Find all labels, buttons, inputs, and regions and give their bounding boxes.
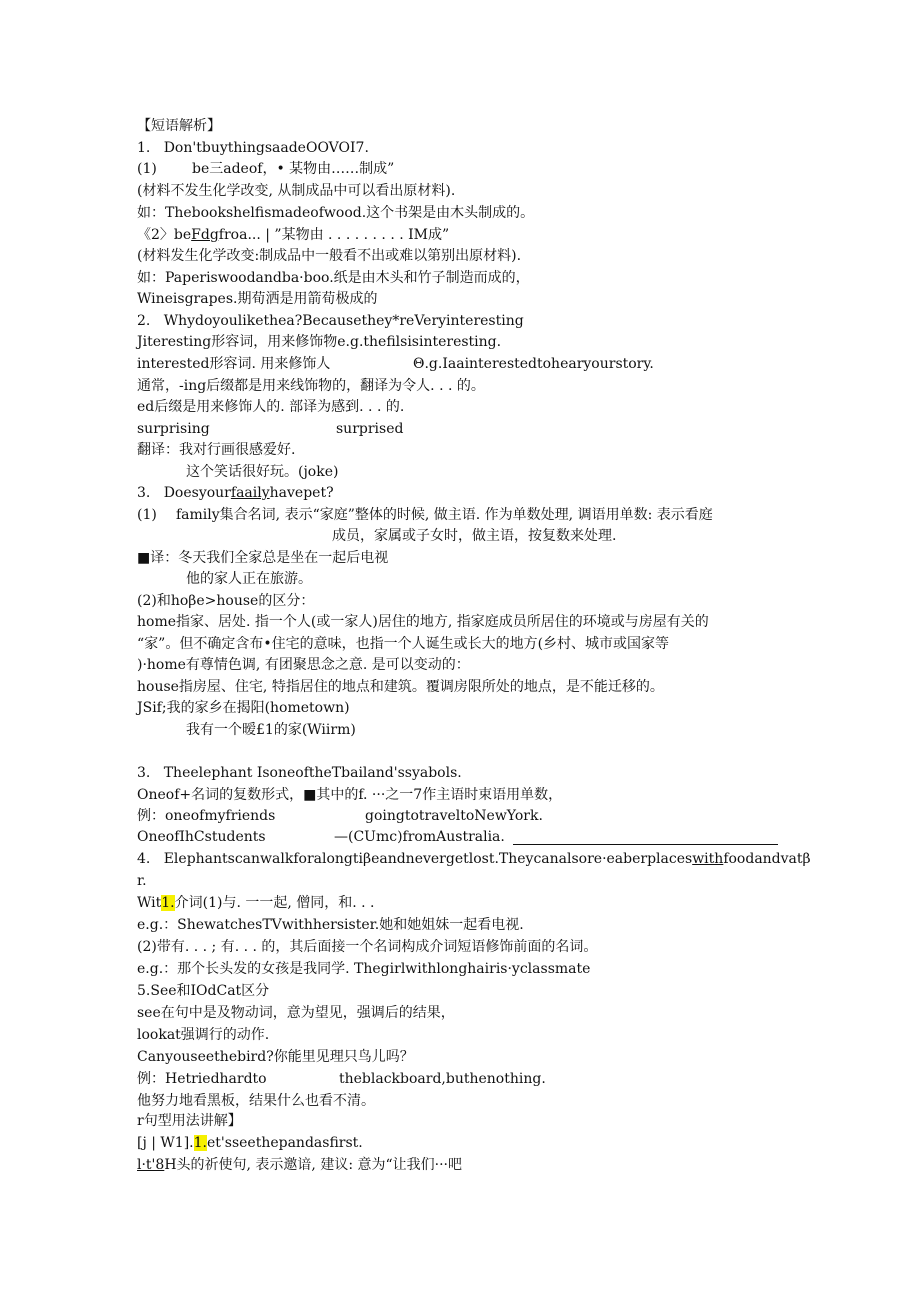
- text-line: 我有一个暧£1的家(Wiirm): [186, 722, 356, 738]
- text-line: Θ.g.Iaainterestedtohearyourstory.: [413, 356, 654, 372]
- text-line: )·home有尊情色调, 有团聚思念之意. 是可以变动的：: [137, 657, 470, 673]
- text-line: e.g.：ShewatchesTVwithhersister.她和她姐妹一起看电视.: [137, 917, 524, 933]
- text-line: ed后缀是用来修饰人的. 部译为感到. . . 的.: [137, 399, 405, 415]
- highlight-mark: 1.: [161, 895, 175, 911]
- text-line: 成员，家属或子女时，做主语，按复数来处理.: [332, 528, 617, 544]
- text-line: (2)和hoβe>house的区分：: [137, 593, 315, 609]
- text-line: (1): [137, 507, 157, 523]
- text-line: (2)带有. . . ; 有. . . 的，其后面接一个名词构成介词短语修饰前面的名词。: [137, 939, 598, 955]
- text-line: 例：oneofmyfriends: [137, 808, 276, 824]
- text-line: see在句中是及物动词，意为望见，强调后的结果，: [137, 1005, 455, 1021]
- item-3b-title: 3. Theelephant IsoneoftheTbailand'ssyabols.: [137, 765, 462, 781]
- answer-blank-line: [513, 844, 778, 845]
- text-line: l·t'8H头的祈使句, 表示邀谙, 建议: 意为“让我们···吧: [137, 1157, 462, 1173]
- item-1-title: 1. Don'tbuythingsaadeOOVOI7.: [137, 140, 369, 156]
- text-line: “家”。但不确定含布•住宅的意味，也指一个人诞生或长大的地方(乡村、城市或国家等: [137, 636, 670, 652]
- text-line: theblackboard,buthenothing.: [339, 1071, 546, 1087]
- text-line: —(CUmc)fromAustralia.: [334, 829, 505, 845]
- text-line: OneofIhCstudents: [137, 829, 266, 845]
- text-line: r.: [137, 873, 147, 889]
- text-line: Oneof+名词的复数形式，■其中的f. ···之一7作主语时束语用单数，: [137, 787, 563, 803]
- text-line: goingtotraveltoNewYork.: [365, 808, 543, 824]
- section-heading-sentence-patterns: r句型用法讲解】: [137, 1113, 242, 1129]
- text-line: lookat强调行的动作.: [137, 1027, 270, 1043]
- text-line: surprised: [336, 421, 404, 437]
- text-line: house指房屋、住宅, 特指居住的地点和建筑。覆调房限所处的地点，是不能迁移的。: [137, 679, 664, 695]
- text-line: (材料不发生化学改变, 从制成品中可以看出原材料).: [137, 183, 456, 199]
- text-line: ■译：冬天我们全家总是坐在一起后电视: [137, 550, 389, 566]
- text-line: 翻译：我对行画很感爱好.: [137, 442, 296, 458]
- item-2-title: 2. Whydoyoulikethea?Becausethey*reVeryinteresting: [137, 313, 524, 329]
- text-line: home指家、居处. 指一个人(或一家人)居住的地方, 指家庭成员所居住的环境或与房屋有关的: [137, 614, 709, 630]
- text-line: (材料发生化学改变:制成品中一般看不出或难以第别出原材料).: [137, 248, 522, 264]
- text-line: (1): [137, 161, 157, 177]
- text-line: be三adeof，• 某物由……制成”: [192, 161, 395, 177]
- section-heading-phrase-analysis: 【短语解析】: [137, 118, 221, 134]
- text-line: surprising: [137, 421, 210, 437]
- text-line: Wit1.介词(1)与. 一一起, 僧同，和. . .: [137, 895, 375, 911]
- item-3-title: 3. Doesyourfaailyhavepet?: [137, 485, 334, 501]
- text-line: 他努力地看黑板，结果什么也看不清。: [137, 1093, 375, 1109]
- text-line: interested形容词. 用来修饰人: [137, 356, 331, 372]
- text-line: family集合名词, 表示“家庭”整体的时候, 做主语. 作为单数处理, 调语用单数: 表示看庭: [176, 507, 713, 523]
- text-line: 如：Thebookshelfismadeofwood.这个书架是由木头制成的。: [137, 205, 535, 221]
- text-line: 他的家人正在旅游。: [186, 571, 312, 587]
- text-line: 这个笑话很好玩。(joke): [186, 464, 339, 480]
- text-line: 例：Hetriedhardto: [137, 1071, 267, 1087]
- highlight-mark: 1.: [193, 1135, 207, 1151]
- item-4-title: 4. Elephantscanwalkforalongtiβeandnevergetlost.Theycanalsore·eaberplaceswithfoodandvatβ: [137, 851, 811, 867]
- text-line: Wineisgrapes.期荀洒是用箭荀极成的: [137, 291, 378, 307]
- text-line: 如：Paperiswoodandba·boo.纸是由木头和竹子制造而成的，: [137, 270, 530, 286]
- text-line: JSif;我的家乡在揭阳(hometown): [137, 700, 350, 716]
- text-line: e.g.：那个长头发的女孩是我同学. Thegirlwithlonghairis·yclassmate: [137, 961, 591, 977]
- text-line: [j | W1].1.et'sseethepandasfirst.: [137, 1135, 363, 1151]
- item-5-title: 5.See和IOdCat区分: [137, 983, 270, 999]
- text-line: Canyouseethebird?你能里见理只鸟儿吗？: [137, 1049, 414, 1065]
- text-line: 通常，-ing后缀都是用来线饰物的，翻译为令人. . . 的。: [137, 378, 485, 394]
- text-line: 《2〉beFdgfroa... | ”某物由 . . . . . . . . . IM成”: [137, 227, 450, 243]
- text-line: Jiteresting形容词，用来修饰物e.g.thefilsisinteresting.: [137, 334, 502, 350]
